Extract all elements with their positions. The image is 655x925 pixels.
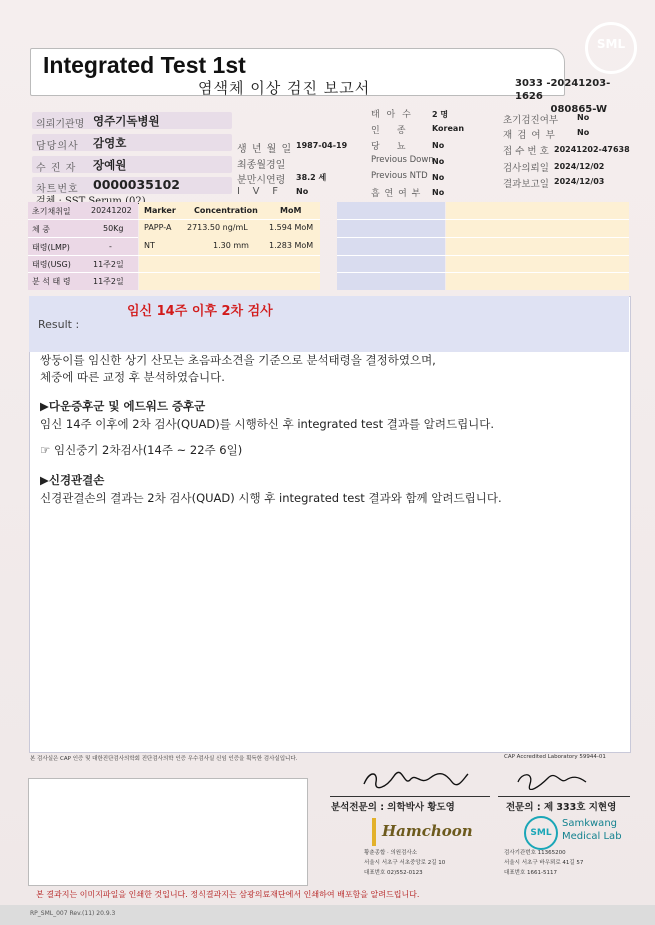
retest-value: No [577, 128, 590, 137]
section-head-ntd: ▶신경관결손 [40, 473, 105, 487]
receipt-no-value: 20241202-47638 [554, 145, 630, 154]
birthdate-label: 생 년 월 일 [237, 144, 293, 155]
initial-screen-value: No [577, 113, 590, 122]
grid-value-weight: 50Kg [103, 224, 124, 233]
race-label: 인 종 [371, 126, 406, 136]
chart-label: 차트번호 [36, 184, 79, 195]
samkwang-logo [524, 816, 624, 846]
grid-right-blue-bg [337, 202, 445, 290]
smoking-label: 흡 연 여 부 [371, 189, 422, 199]
grid-divider [337, 272, 629, 273]
diabetes-label: 당 뇨 [371, 142, 406, 152]
grid-label-ga-usg: 태령(USG) [32, 260, 71, 269]
grid-label-ga-lmp: 태령(LMP) [32, 243, 70, 252]
prev-down-value: No [432, 157, 445, 166]
report-title: Integrated Test 1st [43, 52, 246, 78]
initial-screen-label: 초기검진여부 [503, 115, 559, 126]
lab2-info-line: 검사기관번호 11365200 [504, 850, 566, 856]
grid-right-cream-bg [446, 202, 629, 290]
samkwang-logo-mark: SML [524, 816, 558, 850]
request-date-label: 검사의뢰일 [503, 163, 549, 174]
prev-ntd-value: No [432, 173, 445, 182]
race-value: Korean [432, 124, 465, 133]
signature-left [360, 766, 470, 792]
marker-mom: 1.283 MoM [269, 241, 314, 250]
lab2-info [504, 848, 583, 878]
sml-logo-text: SML [596, 37, 626, 51]
retest-label: 재 검 여 부 [503, 130, 556, 141]
report-date-label: 결과보고일 [503, 179, 549, 190]
result-paragraph-line: 체중에 따른 교정 후 분석하였습니다. [40, 370, 225, 384]
report-id-line1: 3033 -20241203-1626 [515, 78, 611, 102]
lab2-info-line: 대표번호 1661-5117 [504, 870, 557, 876]
marker-concentration: 1.30 mm [213, 241, 249, 250]
patient-value: 장예원 [93, 158, 127, 172]
samkwang-name-line2: Medical Lab [562, 831, 622, 842]
section-body-ntd: 신경관결손의 결과는 2차 검사(QUAD) 시행 후 integrated test 결과와 함께 알려드립니다. [40, 491, 502, 505]
chart-value: 0000035102 [93, 177, 180, 192]
section-note-second-test: ☞ 임신중기 2차검사(14주 ~ 22주 6일) [40, 443, 243, 457]
report-id [515, 77, 625, 116]
grid-divider [337, 255, 629, 256]
mom-header: MoM [280, 206, 302, 215]
analyst-doctor: 분석전문의 : 의학박사 황도영 [331, 802, 455, 813]
grid-divider [28, 219, 320, 220]
diabetes-value: No [432, 141, 445, 150]
grid-divider [337, 237, 629, 238]
prev-ntd-label: Previous NTD [371, 171, 428, 181]
lab1-info [364, 848, 445, 878]
grid-divider [28, 237, 138, 238]
grid-value-ga-usg: 11주2일 [93, 260, 124, 269]
form-code: RP_SML_007 Rev.(11) 20.9.3 [30, 910, 116, 917]
signature-right [512, 768, 592, 790]
lmp-label: 최종월경일 [237, 160, 286, 171]
receipt-no-label: 접 수 번 호 [503, 146, 549, 157]
hamchoon-logo-text: Hamchoon [382, 822, 473, 840]
samkwang-name-line1: Samkwang [562, 818, 617, 829]
delivery-age-value: 38.2 세 [296, 173, 327, 182]
report-id-line2: 080865-W [550, 104, 607, 115]
grid-value-collect-date: 20241202 [91, 206, 132, 215]
ivf-value: No [296, 187, 309, 196]
grid-label-analysis-ga: 분 석 태 령 [32, 277, 71, 286]
result-label: Result : [38, 318, 80, 331]
request-date-value: 2024/12/02 [554, 162, 605, 171]
signature-line-left [330, 796, 490, 797]
smoking-value: No [432, 188, 445, 197]
hospital-label: 의뢰기관명 [36, 119, 85, 130]
result-paragraph-line: 쌍둥이를 임신한 상기 산모는 초음파소견을 기준으로 분석태령을 결정하였으며, [40, 353, 436, 367]
footer-note: 본 결과지는 이미지파일을 인쇄한 것입니다. 정식결과지는 삼광의료재단에서 인쇄하여 배포함을 알려드립니다. [36, 890, 420, 899]
grid-divider [28, 272, 320, 273]
hospital-value: 영주기독병원 [93, 114, 160, 128]
prev-down-label: Previous Down [371, 155, 434, 165]
result-header [29, 296, 629, 352]
fetus-count-label: 태 아 수 [371, 110, 413, 120]
grid-divider [28, 255, 320, 256]
grid-label-collect-date: 초기채취일 [32, 207, 71, 216]
lab1-info-line: 서울시 서초구 서초중앙로 2길 10 [364, 860, 446, 866]
concentration-header: Concentration [194, 206, 258, 215]
fetus-count-value: 2 명 [432, 110, 449, 119]
specialist-doctor: 전문의 : 제 333호 지현영 [506, 802, 617, 813]
marker-name: NT [144, 241, 155, 250]
cap-note-left: 본 검사실은 CAP 인증 및 대한진단검사의학회 진단검사의학 인증 우수검사실 신임 인증을 획득한 검사실입니다. [30, 756, 298, 762]
marker-mom: 1.594 MoM [269, 223, 314, 232]
lab2-info-line: 서울시 서초구 바우뫼로 41길 57 [504, 860, 584, 866]
grid-value-analysis-ga: 11주2일 [93, 277, 124, 286]
patient-label: 수 진 자 [36, 163, 77, 174]
result-paragraph [40, 352, 436, 386]
sml-logo [585, 22, 637, 74]
grid-divider [337, 219, 629, 220]
signature-line-right [498, 796, 630, 797]
section-head-down-edwards: ▶다운증후군 및 에드워드 증후군 [40, 399, 206, 413]
section-body-down-edwards: 임신 14주 이후에 2차 검사(QUAD)를 시행하신 후 integrated test 결과를 알려드립니다. [40, 417, 495, 431]
cap-note-right: CAP Accredited Laboratory 59944-01 [504, 754, 606, 760]
ivf-label: I V F [237, 186, 278, 197]
lab1-info-line: 대표번호 02)552-0123 [364, 870, 423, 876]
marker-name: PAPP-A [144, 223, 172, 232]
result-title: 임신 14주 이후 2차 검사 [127, 304, 273, 319]
notes-box [28, 778, 308, 886]
grid-label-weight: 체 중 [32, 225, 50, 234]
delivery-age-label: 분만시연령 [237, 175, 286, 186]
report-subtitle: 염색체 이상 검진 보고서 [198, 79, 371, 97]
hamchoon-logo [372, 818, 473, 844]
grid-value-ga-lmp: - [109, 242, 112, 251]
doctor-label: 담당의사 [36, 141, 79, 152]
lab1-info-line: 황춘종합 · 의원검사소 [364, 850, 418, 856]
marker-concentration: 2713.50 ng/mL [187, 223, 248, 232]
report-date-value: 2024/12/03 [554, 177, 605, 186]
birthdate-value: 1987-04-19 [296, 141, 348, 150]
doctor-value: 감영호 [93, 136, 127, 150]
marker-header: Marker [144, 206, 176, 215]
